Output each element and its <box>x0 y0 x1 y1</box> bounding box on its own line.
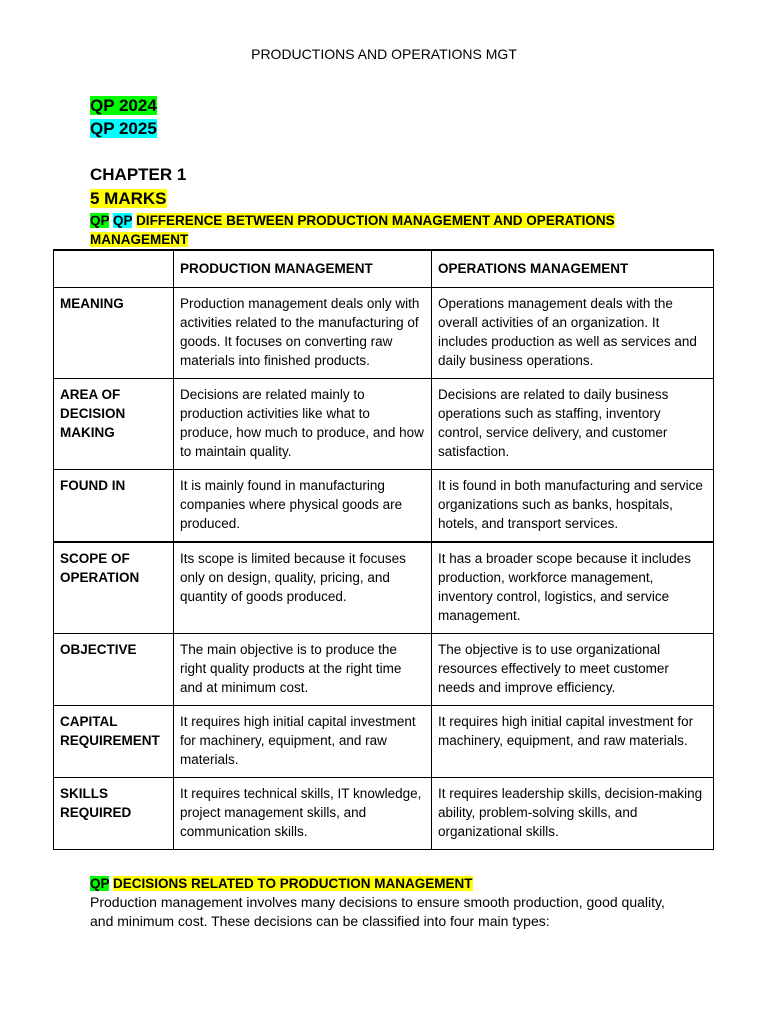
question-1-tag-2024: QP <box>90 213 110 228</box>
table-row <box>54 706 714 778</box>
table-row <box>54 634 714 706</box>
question-1-heading <box>90 211 650 249</box>
question-2-tag: QP <box>90 876 110 891</box>
table-header-row <box>54 250 714 288</box>
row-label-found-in: FOUND IN <box>54 470 174 543</box>
qp-legend <box>90 94 157 140</box>
cell-operations: It has a broader scope because it includes production, workforce management, inventory control, logistics, and service management. <box>432 542 714 634</box>
cell-production: It requires high initial capital investment for machinery, equipment, and raw materials. <box>174 706 432 778</box>
cell-operations: Decisions are related to daily business operations such as staffing, inventory control, service delivery, and customer satisfaction. <box>432 379 714 470</box>
row-label-skills-required: SKILLS REQUIRED <box>54 778 174 850</box>
question-2-body: Production management involves many decisions to ensure smooth production, good quality, and minimum cost. These decisions can be classified into four main types: <box>90 894 665 929</box>
row-label-area-of-decision-making: AREA OF DECISION MAKING <box>54 379 174 470</box>
chapter-title: CHAPTER 1 <box>90 165 187 184</box>
row-label-objective: OBJECTIVE <box>54 634 174 706</box>
table-row <box>54 778 714 850</box>
table-header-production: PRODUCTION MANAGEMENT <box>174 250 432 288</box>
cell-production: Its scope is limited because it focuses only on design, quality, pricing, and quantity of goods produced. <box>174 542 432 634</box>
marks-heading-text: 5 MARKS <box>90 189 167 208</box>
row-label-capital-requirement: CAPITAL REQUIREMENT <box>54 706 174 778</box>
table-header-blank <box>54 250 174 288</box>
cell-production: The main objective is to produce the right quality products at the right time and at minimum cost. <box>174 634 432 706</box>
cell-operations: It requires leadership skills, decision-making ability, problem-solving skills, and organizational skills. <box>432 778 714 850</box>
table-row <box>54 379 714 470</box>
legend-qp-2025: QP 2025 <box>90 119 157 138</box>
question-1-title: DIFFERENCE BETWEEN PRODUCTION MANAGEMENT AND OPERATIONS MANAGEMENT <box>90 213 615 247</box>
cell-operations: It is found in both manufacturing and service organizations such as banks, hospitals, hotels, and transport services. <box>432 470 714 543</box>
marks-heading <box>90 188 167 210</box>
cell-operations: Operations management deals with the overall activities of an organization. It includes production as well as services and daily business operations. <box>432 288 714 379</box>
cell-production: It requires technical skills, IT knowledge, project management skills, and communication skills. <box>174 778 432 850</box>
cell-operations: It requires high initial capital investment for machinery, equipment, and raw materials. <box>432 706 714 778</box>
table-row <box>54 542 714 634</box>
table-row <box>54 470 714 543</box>
cell-production: Decisions are related mainly to production activities like what to produce, how much to produce, and how to maintain quality. <box>174 379 432 470</box>
document-header: PRODUCTIONS AND OPERATIONS MGT <box>251 46 517 62</box>
question-2-heading <box>90 874 473 893</box>
table-header-operations: OPERATIONS MANAGEMENT <box>432 250 714 288</box>
cell-operations: The objective is to use organizational resources effectively to meet customer needs and improve efficiency. <box>432 634 714 706</box>
table-row <box>54 288 714 379</box>
row-label-meaning: MEANING <box>54 288 174 379</box>
comparison-table <box>53 249 714 850</box>
row-label-scope-of-operation: SCOPE OF OPERATION <box>54 542 174 634</box>
question-2-title: DECISIONS RELATED TO PRODUCTION MANAGEMENT <box>113 876 473 891</box>
legend-qp-2024: QP 2024 <box>90 96 157 115</box>
question-1-tag-2025: QP <box>113 213 133 228</box>
cell-production: Production management deals only with activities related to the manufacturing of goods. It focuses on converting raw materials into finished products. <box>174 288 432 379</box>
cell-production: It is mainly found in manufacturing companies where physical goods are produced. <box>174 470 432 543</box>
